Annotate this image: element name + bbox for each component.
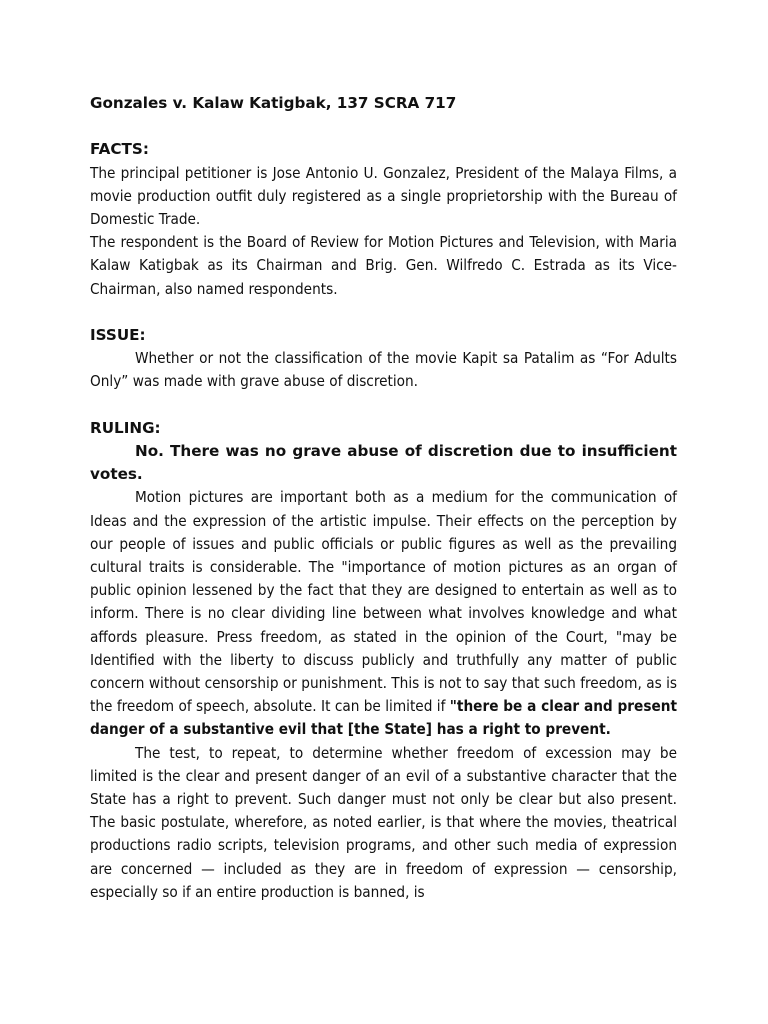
ruling-paragraph-1-text: Motion pictures are important both as a medium for the communication of Ideas and the expression of the artistic impulse. Their effects on the perception by our people of issues and public officials or public figures as well as the prevailing cultural traits is considerable. The "importance of motion pictures as an organ of public opinion lessened by the fact that they are designed to entertain as well as to inform. There is no clear dividing line between what involves knowledge and what affords pleasure. Press freedom, as stated in the opinion of the Court, "may be Identified with the liberty to discuss publicly and truthfully any matter of public concern without censorship or punishment. This is not to say that such freedom, as is the freedom of speech, absolute. It can be limited if (90, 488, 677, 716)
facts-paragraph-1: The principal petitioner is Jose Antonio U. Gonzalez, President of the Malaya Films, a movie production outfit duly registered as a single proprietorship with the Bureau of Domestic Trade. (90, 163, 677, 228)
spacer (90, 301, 677, 324)
spacer (90, 115, 677, 138)
issue-heading: ISSUE: (90, 326, 146, 344)
case-title: Gonzales v. Kalaw Katigbak, 137 SCRA 717 (90, 94, 457, 112)
ruling-paragraph-2: The test, to repeat, to determine whether freedom of excession may be limited is the clear and present danger of an evil of a substantive character that the State has a right to prevent. Such danger must not only be clear but also present. The basic postulate, wherefore, as noted earlier, is that where the movies, theatrical productions radio scripts, television programs, and other such media of expression are concerned — included as they are in freedom of expression — censorship, especially so if an entire production is banned, is (90, 743, 677, 901)
ruling-lead: No. There was no grave abuse of discretion due to insufficient votes. (90, 442, 677, 484)
issue-paragraph: Whether or not the classification of the movie Kapit sa Patalim as “For Adults Only” was made with grave abuse of discretion. (90, 349, 677, 391)
ruling-paragraph-1-quote: "there be a clear and present danger of a substantive evil that [the State] has a right to prevent. (90, 697, 677, 739)
facts-paragraph-2: The respondent is the Board of Review for Motion Pictures and Television, with Maria Kalaw Katigbak as its Chairman and Brig. Gen. Wilfredo C. Estrada as its Vice-Chairman, also named respondents. (90, 233, 677, 298)
document-page (90, 92, 677, 904)
facts-heading: FACTS: (90, 140, 149, 159)
ruling-heading: RULING: (90, 418, 161, 437)
ruling-paragraph-1 (90, 486, 677, 741)
spacer (90, 394, 677, 417)
